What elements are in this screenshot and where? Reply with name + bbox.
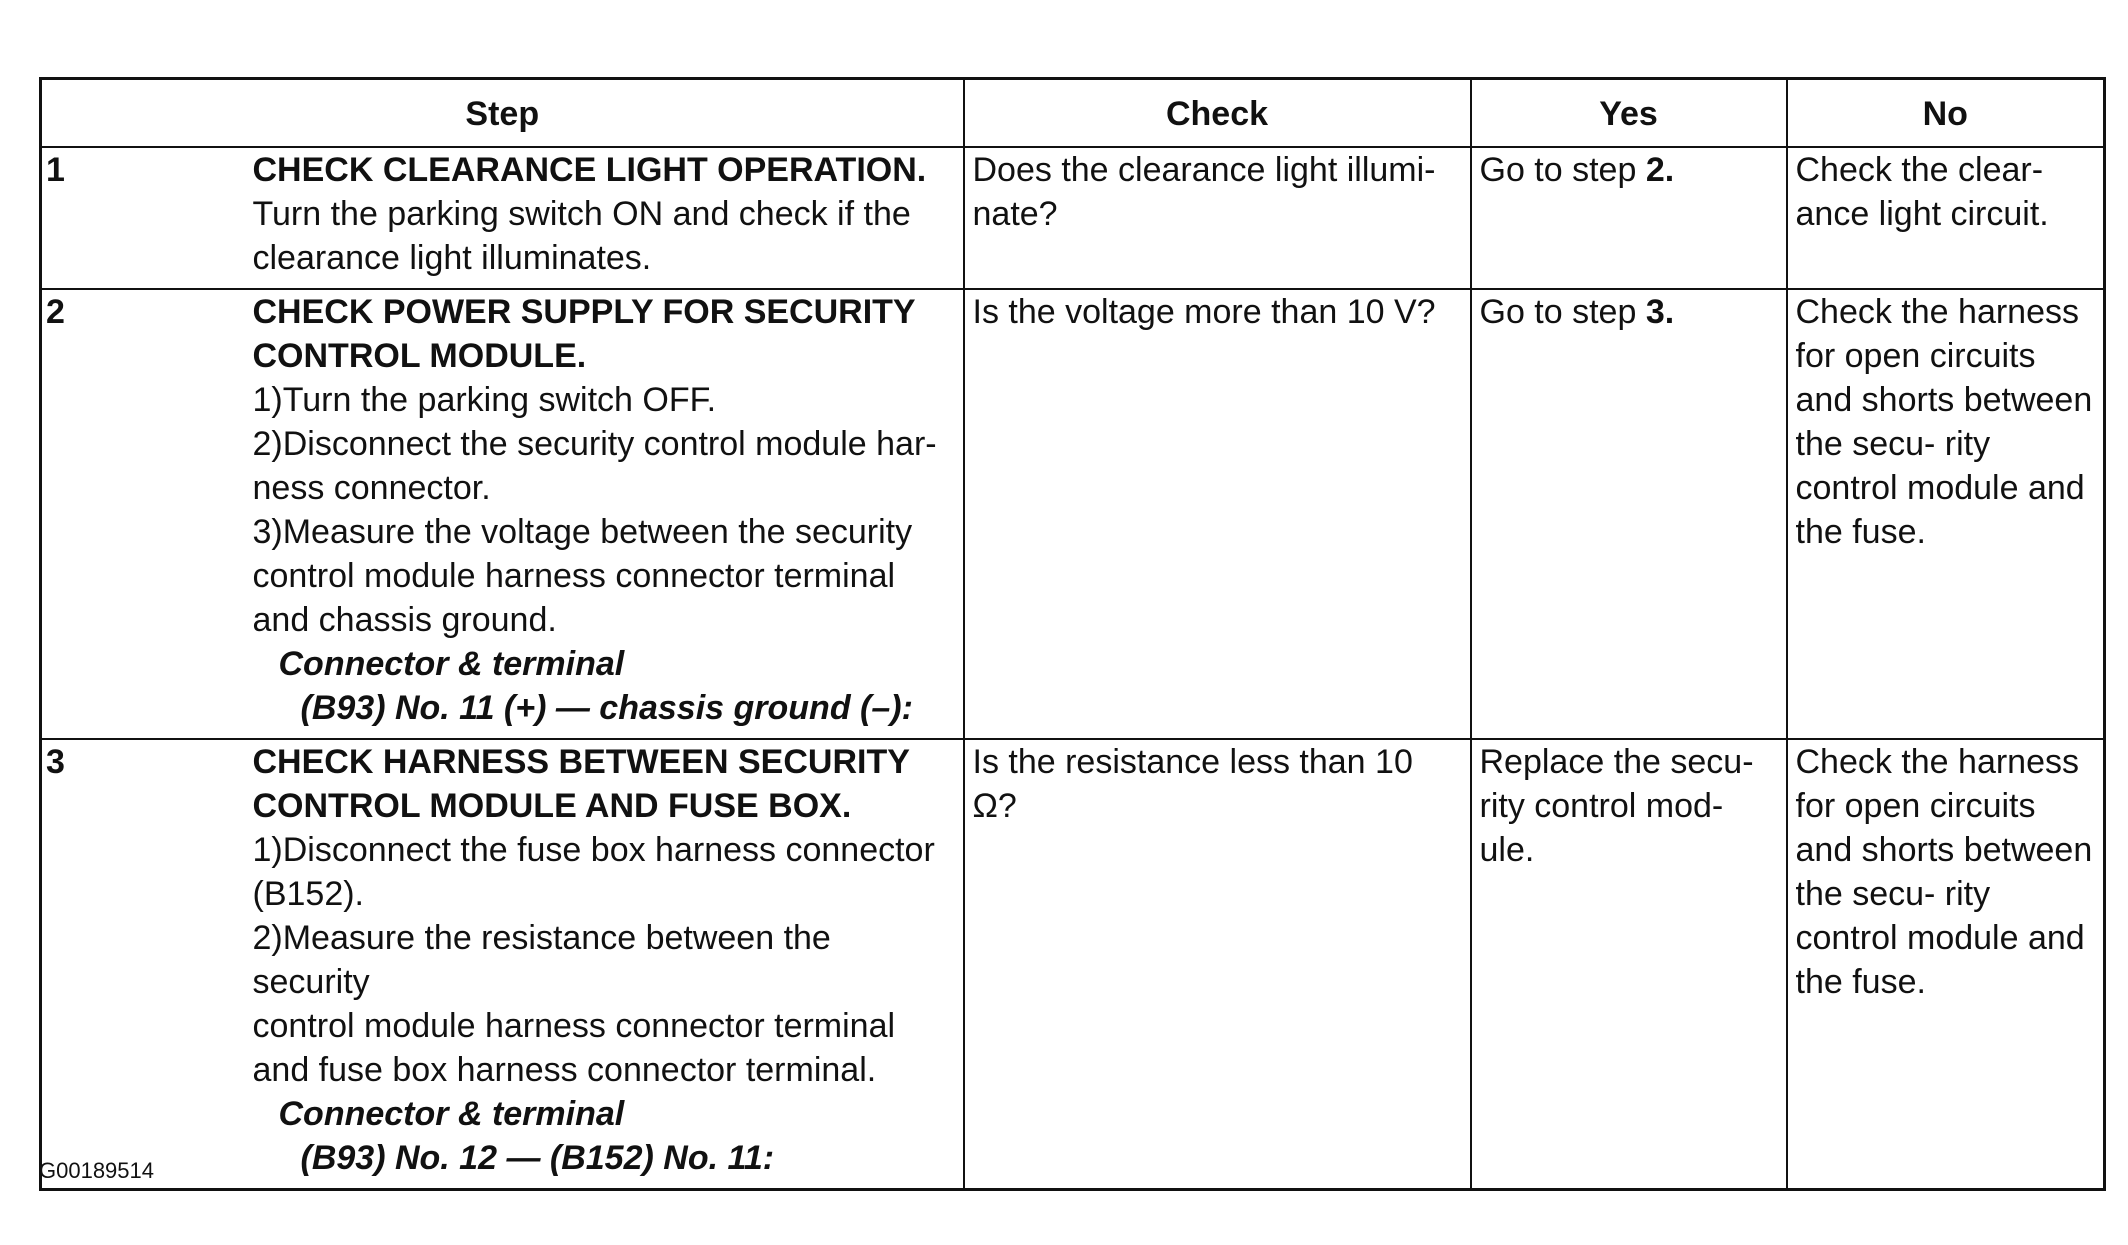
step-number: 1 — [41, 147, 215, 289]
header-yes: Yes — [1471, 79, 1787, 148]
yes-goto-step: 3. — [1645, 293, 1675, 331]
check-question: Does the clearance light illumi- nate? — [964, 147, 1471, 289]
step-instruction: and fuse box harness connector terminal. — [252, 1051, 877, 1089]
yes-action — [1471, 289, 1787, 739]
step-description — [215, 739, 964, 1190]
step-instruction: and chassis ground. — [252, 601, 557, 639]
table-body — [41, 147, 2105, 1190]
connector-terminal: (B93) No. 11 (+) — chassis ground (–): — [300, 689, 913, 727]
yes-goto-step: 2. — [1645, 151, 1675, 189]
step-instruction: clearance light illuminates. — [252, 239, 652, 277]
check-question: Is the voltage more than 10 V? — [964, 289, 1471, 739]
yes-goto-label: Go to step — [1479, 151, 1646, 189]
step-instruction: Turn the parking switch ON and check if the — [252, 195, 911, 233]
header-no: No — [1787, 79, 2105, 148]
header-check: Check — [964, 79, 1471, 148]
step-title: CHECK HARNESS BETWEEN SECURITY — [252, 743, 910, 781]
step-title: CHECK CLEARANCE LIGHT OPERATION. — [252, 151, 927, 189]
step-title: CONTROL MODULE AND FUSE BOX. — [252, 787, 852, 825]
table-row — [41, 147, 2105, 289]
yes-action: Replace the secu- rity control mod- ule. — [1471, 739, 1787, 1190]
table-row — [41, 289, 2105, 739]
step-title: CONTROL MODULE. — [252, 337, 587, 375]
no-action: Check the harness for open circuits and shorts between the secu- rity control module and the fuse. — [1787, 289, 2105, 739]
connector-label: Connector & terminal — [278, 1095, 625, 1133]
step-instruction: control module harness connector terminal — [252, 1007, 896, 1045]
step-instruction: (B152). — [252, 875, 364, 913]
step-description — [215, 147, 964, 289]
step-description — [215, 289, 964, 739]
step-number: 3 — [41, 739, 215, 1190]
table-header — [41, 79, 2105, 148]
troubleshooting-table — [39, 77, 2106, 1191]
yes-action — [1471, 147, 1787, 289]
yes-goto-label: Go to step — [1479, 293, 1646, 331]
step-instruction: 3)Measure the voltage between the security — [252, 513, 913, 551]
figure-code: G00189514 — [39, 1158, 154, 1183]
header-row — [41, 79, 2105, 148]
no-action: Check the harness for open circuits and shorts between the secu- rity control module and the fuse. — [1787, 739, 2105, 1190]
step-instruction: ness connector. — [252, 469, 491, 507]
connector-label: Connector & terminal — [278, 645, 625, 683]
step-number: 2 — [41, 289, 215, 739]
step-instruction: control module harness connector terminal — [252, 557, 896, 595]
header-step: Step — [41, 79, 964, 148]
table-row — [41, 739, 2105, 1190]
check-question: Is the resistance less than 10 Ω? — [964, 739, 1471, 1190]
no-action: Check the clear- ance light circuit. — [1787, 147, 2105, 289]
step-instruction: 2)Measure the resistance between the security — [252, 919, 831, 1001]
step-title: CHECK POWER SUPPLY FOR SECURITY — [252, 293, 916, 331]
step-instruction: 2)Disconnect the security control module har- — [252, 425, 937, 463]
step-instruction: 1)Turn the parking switch OFF. — [252, 381, 717, 419]
connector-terminal: (B93) No. 12 — (B152) No. 11: — [300, 1139, 775, 1177]
step-instruction: 1)Disconnect the fuse box harness connector — [252, 831, 935, 869]
